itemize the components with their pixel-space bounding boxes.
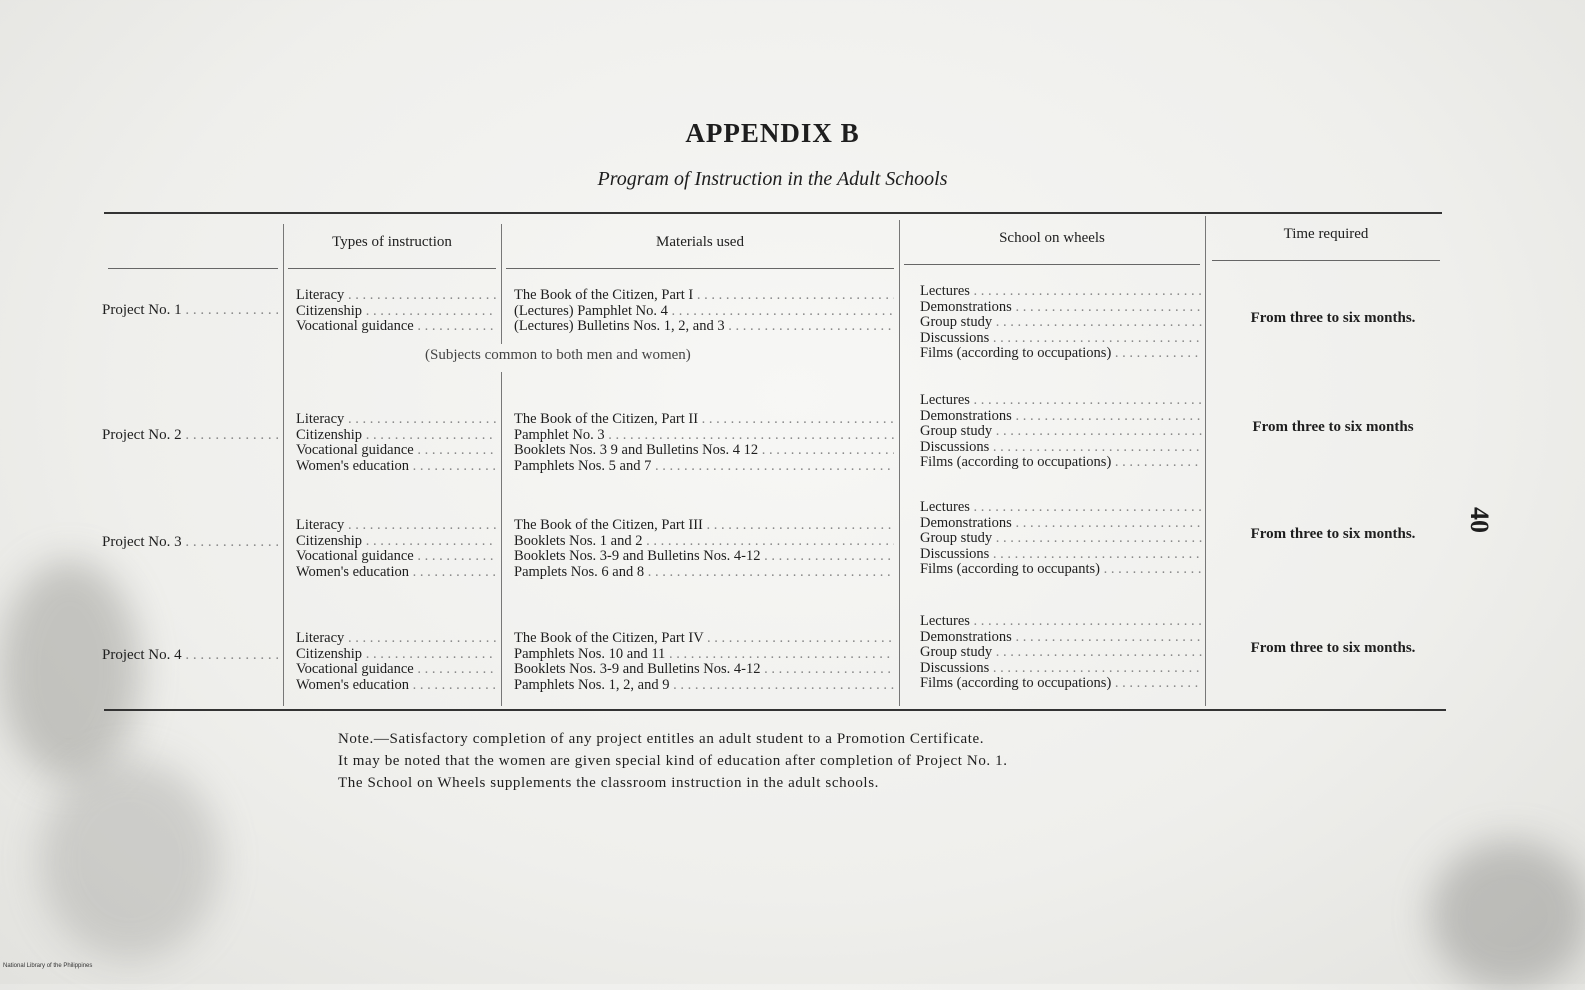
list-item: Citizenship . . . [296,304,496,320]
stain [0,560,140,780]
header-rule [506,268,894,269]
note-line: Note.—Satisfactory completion of any project entitles an adult student to a Promotion Certificate. [338,731,985,747]
list-item: Booklets Nos. 3 9 and Bulletins Nos. 4 12 . . . [514,443,894,459]
project-label: Project No. 1 . . . [102,302,278,319]
types-list [296,412,496,474]
list-item: Group study . . . [920,315,1202,331]
list-item: Discussions . . . [920,440,1202,456]
project-label: Project No. 3 . . . [102,534,278,551]
list-item: Vocational guidance . . . [296,443,496,459]
list-item: Literacy . . . [296,518,496,534]
list-item: (Lectures) Pamphlet No. 4 . . . [514,304,894,320]
school-list [920,500,1202,578]
list-item: Citizenship . . . [296,647,496,663]
school-list [920,614,1202,692]
list-item: Pamphlets Nos. 5 and 7 . . . [514,459,894,475]
list-item: Pamphlets Nos. 10 and 11 . . . [514,647,894,663]
materials-list [514,631,894,693]
table-top-rule [104,212,1442,214]
list-item: Demonstrations . . . [920,300,1202,316]
column-divider [283,224,284,706]
list-item: Group study . . . [920,424,1202,440]
list-item: Vocational guidance . . . [296,319,496,335]
column-divider [501,372,502,706]
time-required: From three to six months [1252,419,1414,435]
school-list [920,393,1202,471]
list-item: The Book of the Citizen, Part II . . . [514,412,894,428]
header-materials: Materials used [656,234,744,250]
project-label: Project No. 2 . . . [102,427,278,444]
scan-footer: National Library of the Philippines [3,963,93,969]
header-rule [108,268,278,269]
list-item: Pamphlet No. 3 . . . [514,428,894,444]
column-divider [501,224,502,344]
materials-list [514,518,894,580]
list-item: Pamplets Nos. 6 and 8 . . . [514,565,894,581]
common-subjects-note: (Subjects common to both men and women) [425,347,691,363]
list-item: Pamphlets Nos. 1, 2, and 9 . . . [514,678,894,694]
list-item: Booklets Nos. 3-9 and Bulletins Nos. 4-12 . . . [514,549,894,565]
list-item: Lectures . . . [920,500,1202,516]
time-required: From three to six months. [1250,526,1416,542]
time-required: From three to six months. [1250,640,1416,656]
note-line: It may be noted that the women are given special kind of education after completion of Project No. 1. [338,753,1008,769]
school-list [920,284,1202,362]
list-item: Booklets Nos. 1 and 2 . . . [514,534,894,550]
stain [1430,840,1585,990]
list-item: Women's education . . . [296,459,496,475]
list-item: Lectures . . . [920,284,1202,300]
types-list [296,518,496,580]
page-title: APPENDIX B [685,118,860,148]
header-rule [288,268,496,269]
list-item: Literacy . . . [296,288,496,304]
list-item: (Lectures) Bulletins Nos. 1, 2, and 3 . . . [514,319,894,335]
list-item: Literacy . . . [296,412,496,428]
project-label: Project No. 4 . . . [102,647,278,664]
list-item: Films (according to occupations) . . . [920,676,1202,692]
list-item: The Book of the Citizen, Part I . . . [514,288,894,304]
list-item: Demonstrations . . . [920,409,1202,425]
list-item: The Book of the Citizen, Part IV . . . [514,631,894,647]
types-list [296,631,496,693]
types-list [296,288,496,335]
list-item: Discussions . . . [920,331,1202,347]
list-item: Lectures . . . [920,614,1202,630]
materials-list [514,288,894,335]
materials-list [514,412,894,474]
list-item: Vocational guidance . . . [296,549,496,565]
list-item: Women's education . . . [296,565,496,581]
list-item: The Book of the Citizen, Part III . . . [514,518,894,534]
header-school: School on wheels [999,230,1105,246]
list-item: Discussions . . . [920,661,1202,677]
list-item: Booklets Nos. 3-9 and Bulletins Nos. 4-12 . . . [514,662,894,678]
list-item: Films (according to occupants) . . . [920,562,1202,578]
list-item: Demonstrations . . . [920,630,1202,646]
list-item: Demonstrations . . . [920,516,1202,532]
list-item: Citizenship . . . [296,428,496,444]
table-bottom-rule [104,709,1446,711]
page-number: 40 [1465,507,1494,533]
list-item: Literacy . . . [296,631,496,647]
list-item: Films (according to occupations) . . . [920,455,1202,471]
list-item: Vocational guidance . . . [296,662,496,678]
page-subtitle: Program of Instruction in the Adult Schools [597,168,948,190]
header-rule [1212,260,1440,261]
header-time: Time required [1283,226,1369,242]
note-line: The School on Wheels supplements the classroom instruction in the adult schools. [338,775,879,791]
list-item: Films (according to occupations) . . . [920,346,1202,362]
header-rule [904,264,1200,265]
stain [40,760,220,960]
list-item: Citizenship . . . [296,534,496,550]
column-divider [899,220,900,706]
list-item: Discussions . . . [920,547,1202,563]
list-item: Women's education . . . [296,678,496,694]
list-item: Lectures . . . [920,393,1202,409]
list-item: Group study . . . [920,531,1202,547]
time-required: From three to six months. [1250,310,1416,326]
list-item: Group study . . . [920,645,1202,661]
column-divider [1205,216,1206,706]
header-types: Types of instruction [332,234,452,250]
